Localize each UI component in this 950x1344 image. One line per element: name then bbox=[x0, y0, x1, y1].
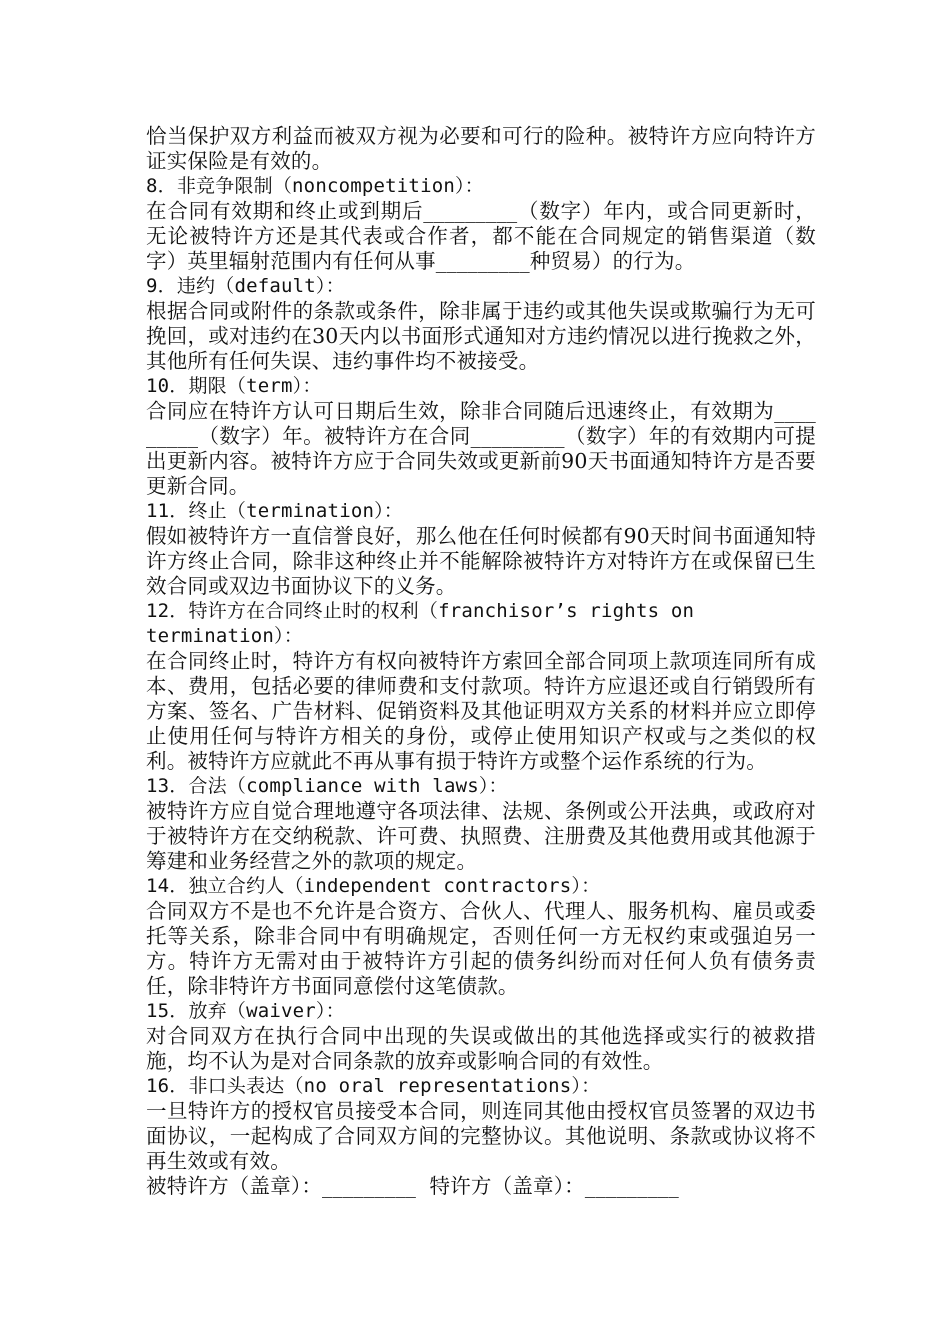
section-heading-default: 9．违约（default）： bbox=[146, 275, 345, 297]
section-body-waiver: 对合同双方在执行合同中出现的失误或做出的其他选择或实行的被救措施，均不认为是对合同条款的放弃或影响合同的有效性。 bbox=[146, 1024, 816, 1073]
section-heading-termination: 11．终止（termination）： bbox=[146, 500, 404, 522]
section-heading-franchisor-rights: 12．特许方在合同终止时的权利（franchisor’s rights on termination）： bbox=[146, 600, 706, 647]
signature-line: 被特许方（盖章）：_________ 特许方（盖章）：_________ bbox=[146, 1174, 679, 1198]
document-body bbox=[146, 124, 816, 1199]
section-body-independent-contractors: 合同双方不是也不允许是合资方、合伙人、代理人、服务机构、雇员或委托等关系，除非合同中有明确规定，否则任何一方无权约束或强迫另一方。特许方无需对由于被特许方引起的债务纠纷而对任何人负有债务责任，除非特许方书面同意偿付这笔债款。 bbox=[146, 899, 816, 998]
section-heading-independent-contractors: 14．独立合约人（independent contractors）： bbox=[146, 875, 601, 897]
section-heading-no-oral-representations: 16．非口头表达（no oral representations）： bbox=[146, 1075, 601, 1097]
section-heading-noncompetition: 8．非竞争限制（noncompetition）： bbox=[146, 175, 484, 197]
section-body-franchisor-rights: 在合同终止时，特许方有权向被特许方索回全部合同项上款项连同所有成本、费用，包括必要的律师费和支付款项。特许方应退还或自行销毁所有方案、签名、广告材料、促销资料及其他证明双方关系的材料并应立即停止使用任何与特许方相关的身份，或停止使用知识产权或与之类似的权利。被特许方应就此不再从事有损于特许方或整个运作系统的行为。 bbox=[146, 649, 816, 773]
section-body-no-oral-representations: 一旦特许方的授权官员接受本合同，则连同其他由授权官员签署的双边书面协议，一起构成了合同双方间的完整协议。其他说明、条款或协议将不再生效或有效。 bbox=[146, 1099, 816, 1173]
section-heading-term: 10．期限（term）： bbox=[146, 375, 322, 397]
section-heading-compliance: 13．合法（compliance with laws）： bbox=[146, 775, 508, 797]
section-body-noncompetition: 在合同有效期和终止或到期后_________（数字）年内，或合同更新时，无论被特许方还是其代表或合作者，都不能在合同规定的销售渠道（数字）英里辐射范围内有任何从事_________种贸易）的行为。 bbox=[146, 199, 816, 273]
section-body-default: 根据合同或附件的条款或条件，除非属于违约或其他失误或欺骗行为无可挽回，或对违约在30天内以书面形式通知对方违约情况以进行挽救之外，其他所有任何失误、违约事件均不被接受。 bbox=[146, 299, 816, 373]
section-body-term: 合同应在特许方认可日期后生效，除非合同随后迅速终止，有效期为_________（数字）年。被特许方在合同_________（数字）年的有效期内可提出更新内容。被特许方应于合同失效或更新前90天书面通知特许方是否要更新合同。 bbox=[146, 399, 816, 498]
section-body-termination: 假如被特许方一直信誉良好，那么他在任何时候都有90天时间书面通知特许方终止合同，除非这种终止并不能解除被特许方对特许方在或保留已生效合同或双边书面协议下的义务。 bbox=[146, 524, 816, 598]
section-heading-waiver: 15．放弃（waiver）： bbox=[146, 1000, 345, 1022]
section-body-compliance: 被特许方应自觉合理地遵守各项法律、法规、条例或公开法典，或政府对于被特许方在交纳税款、许可费、执照费、注册费及其他费用或其他源于筹建和业务经营之外的款项的规定。 bbox=[146, 799, 816, 873]
insurance-clause-continuation: 恰当保护双方利益而被双方视为必要和可行的险种。被特许方应向特许方证实保险是有效的。 bbox=[146, 124, 816, 173]
